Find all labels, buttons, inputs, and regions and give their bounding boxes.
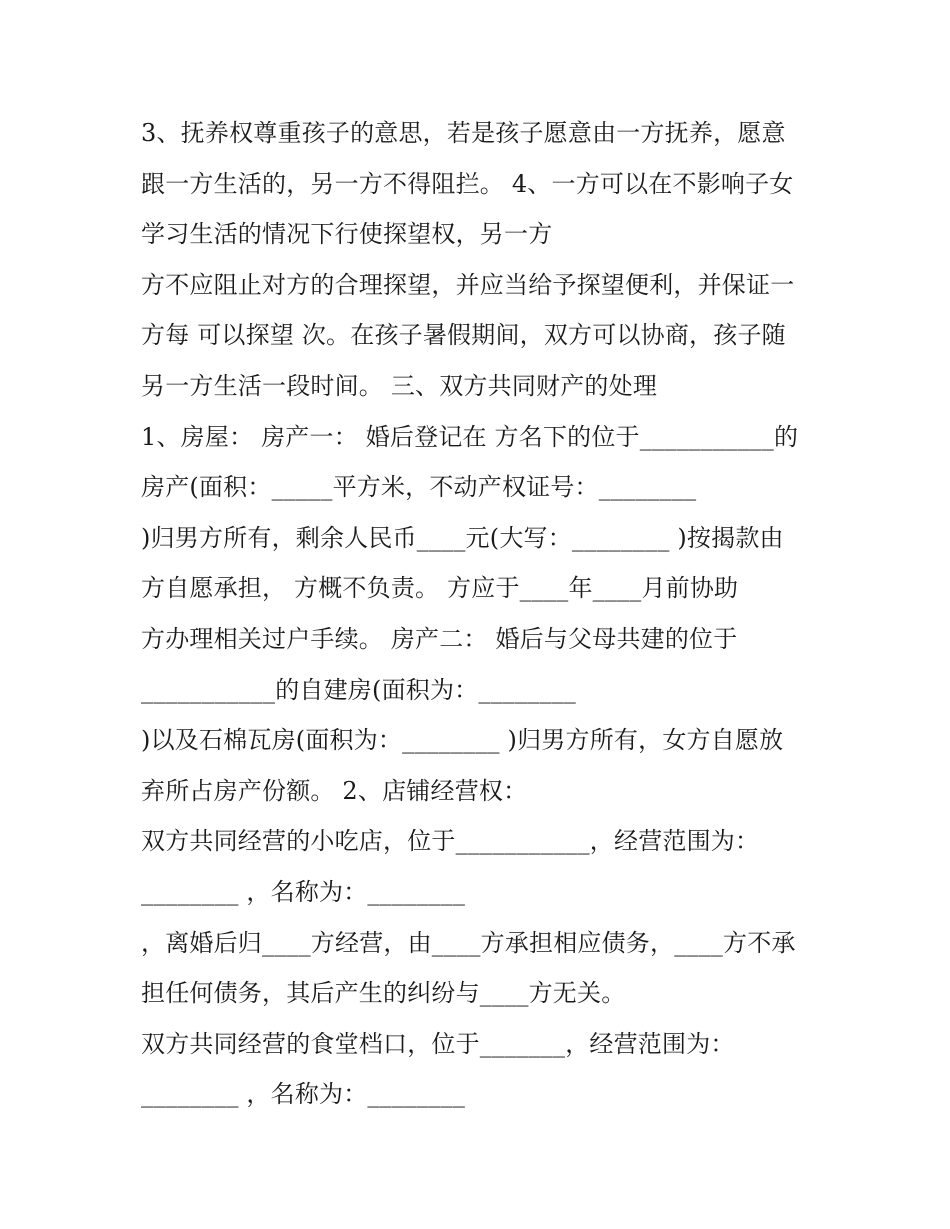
text-line: 学习生活的情况下行使探望权，另一方: [141, 220, 553, 249]
text-line: 双方共同经营的食堂档口，位于_______，经营范围为：: [141, 1029, 735, 1058]
text-line: ___________的自建房(面积为：________: [141, 675, 576, 704]
text-line: 方办理相关过户手续。 房产二： 婚后与父母共建的位于: [141, 624, 738, 653]
document-body: [141, 108, 821, 1120]
text-line: 方自愿承担， 方概不负责。 方应于____年____月前协助: [141, 574, 739, 603]
text-line: ________ ，名称为：________: [141, 1080, 466, 1109]
text-line: 3、抚养权尊重孩子的意思，若是孩子愿意由一方抚养，愿意: [141, 119, 786, 147]
text-line: 跟一方生活的，另一方不得阻拦。 4、一方可以在不影响子女: [141, 169, 794, 198]
text-line: 方不应阻止对方的合理探望，并应当给予探望便利，并保证一: [141, 270, 795, 299]
text-line: 弃所占房产份额。 2、店铺经营权：: [141, 776, 528, 805]
text-line: 担任何债务，其后产生的纠纷与____方无关。: [141, 979, 626, 1008]
text-line: 房产(面积：_____平方米，不动产权证号：________: [141, 473, 697, 502]
text-line: 1、房屋： 房产一： 婚后登记在 方名下的位于___________的: [141, 422, 799, 451]
text-line: ，离婚后归____方经营，由____方承担相应债务，____方不承: [141, 928, 796, 957]
text-line: ________ ，名称为：________: [141, 877, 466, 906]
text-line: 另一方生活一段时间。 三、双方共同财产的处理: [141, 371, 658, 400]
text-line: )归男方所有，剩余人民币____元(大写：________ )按揭款由: [141, 523, 784, 552]
text-line: 方每 可以探望 次。在孩子暑假期间，双方可以协商，孩子随: [141, 321, 786, 350]
text-line: )以及石棉瓦房(面积为：________ )归男方所有，女方自愿放: [141, 726, 784, 755]
text-line: 双方共同经营的小吃店，位于___________，经营范围为：: [141, 827, 760, 856]
